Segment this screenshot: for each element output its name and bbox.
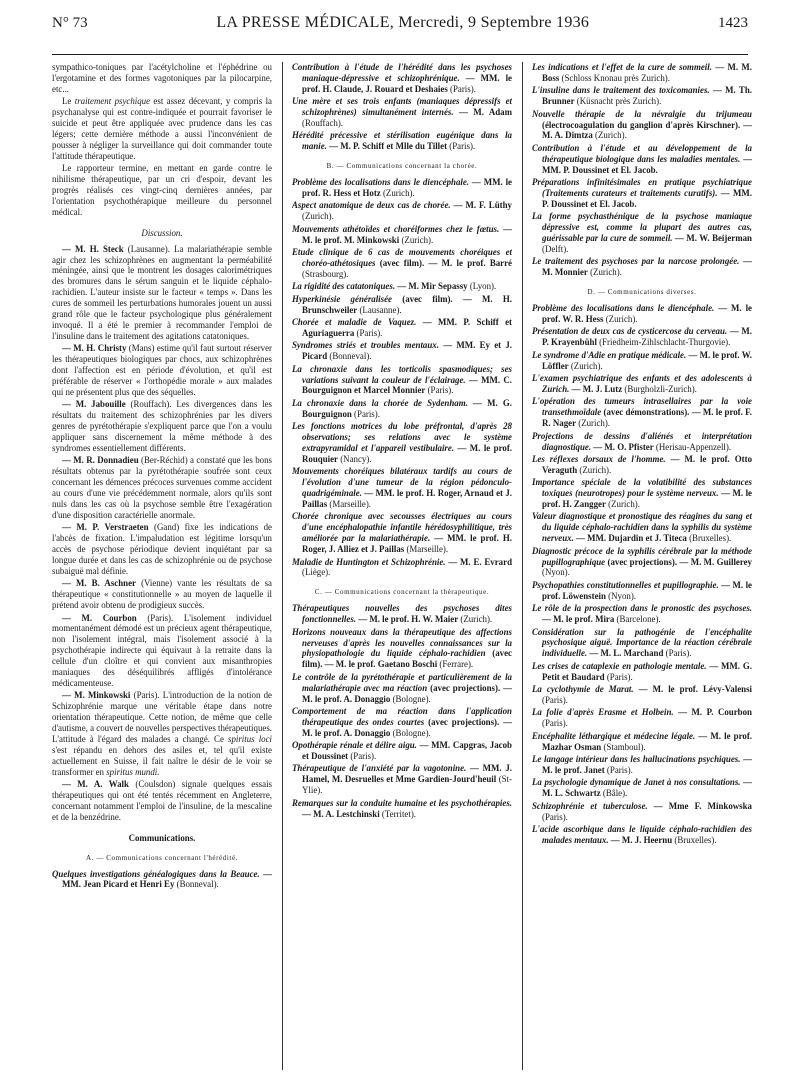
speaker-name: — M. Minkowski	[62, 690, 131, 701]
entry-title: Comportement de ma réaction dans l'application thérapeutique des ondes courtes	[292, 705, 512, 727]
column-3	[532, 62, 752, 1070]
entry-authors: (avec projections). — M. le prof. A. Donaggio	[302, 682, 512, 704]
entry-place: (Delft).	[542, 244, 569, 254]
entry-place: (Barcelone).	[614, 614, 661, 625]
discussion-heading: Discussion.	[141, 227, 183, 238]
entry-authors: — M. le prof. W. R. Hess	[542, 303, 752, 325]
entry-text: (Paris). L'introduction de la notion de Schizophrénie marque une véritable étape dans notre orientation thérapeutique. Cette notion, de même que celle d'autisme, a couvert de nouvelles perspectives thérapeutiques. L'attitude à l'égard des malades a changé. Ce	[52, 690, 272, 744]
emphasis: traitement psychique	[74, 96, 151, 107]
entry-text: (Coulsdon) signale quelques essais thérapeutiques qui ont été tentés récemment en Angleterre, concernant notamment l'emploi de l'insuline, de la mescaline et de la benzédrine.	[52, 779, 272, 822]
entry-title: Contribution à l'étude et au développement de la thérapeutique biologique dans les maladies mentales.	[532, 142, 752, 164]
entry-title: Importance spéciale de la volatibilité des substances toxiques (neurotropes) pour le système nerveux.	[532, 477, 752, 499]
entry-place: (Marseille).	[327, 499, 372, 510]
communication-entry	[532, 546, 752, 579]
entry-place: (Stamboul).	[601, 741, 646, 752]
emphasis: spiritus loci	[227, 733, 272, 744]
communication-entry	[292, 62, 512, 95]
entry-place: (Ferrare).	[437, 659, 474, 670]
entry-title: Problème des localisations dans le diencéphale.	[532, 303, 715, 314]
communication-entry	[532, 801, 752, 823]
communication-entry	[532, 303, 752, 325]
entry-title: La psychologie dynamique de Janet à nos consultations.	[532, 777, 741, 788]
entry-title: Diagnostic précoce de la syphilis cérébrale par la méthode pupillographique	[532, 545, 752, 567]
issue-number: N° 73	[52, 15, 88, 31]
entry-title: Thérapeutique de l'anxiété par la vagotonine.	[292, 763, 467, 774]
column-divider	[282, 62, 283, 1070]
entry-title: Nouvelle thérapie de la névralgie du trijumeau	[532, 108, 752, 119]
entry-authors: — MM. P. Schiff et Aguriaguerra	[302, 317, 512, 338]
entry-title: La chronaxie dans les torticolis spasmodiques; ses variations suivant la couleur de l'éclairage.	[292, 363, 512, 385]
entry-title: Le rôle de la prospection dans le pronostic des psychoses.	[532, 603, 752, 614]
communication-entry	[292, 294, 512, 316]
entry-authors: — M. le prof. Janet	[542, 753, 752, 775]
communication-entry	[532, 454, 752, 476]
entry-authors: — MM. J. Hamel, M. Desruelles et Mme Gardien-Jourd'heuil	[302, 763, 512, 785]
entry-title: La forme psychasthénique de la psychose maniaque dépressive est, comme la plupart des autres cas, guérissable par la cure de sommeil.	[532, 211, 752, 244]
entry-title: Les réflexes dorsaux de l'homme.	[532, 453, 666, 464]
communication-entry	[292, 603, 512, 625]
communication-entry	[52, 869, 272, 891]
communication-entry	[292, 706, 512, 739]
entry-place: (Bologne).	[390, 693, 431, 704]
entry-title: Projections de dessins d'aliénés et interprétation diagnostique.	[532, 430, 752, 452]
entry-place: (Schloss Knonau près Zurich).	[559, 72, 670, 83]
communication-entry	[532, 326, 752, 348]
communication-entry	[532, 661, 752, 683]
entry-authors: — M. W. Beijerman	[672, 233, 752, 244]
discussion-entry	[52, 578, 272, 611]
communication-entry	[532, 177, 752, 210]
communication-entry	[292, 627, 512, 671]
entry-title: Etude clinique de 6 cas de mouvements choréiques et choréo-athétosiques	[292, 247, 512, 268]
entry-authors: — M. le prof. Otto Veraguth	[542, 453, 752, 475]
entry-place: (Küsnacht près Zurich).	[574, 96, 662, 107]
communication-entry	[532, 707, 752, 729]
communication-entry	[292, 798, 512, 820]
entry-authors: — M. E. Evrard	[445, 556, 512, 567]
entry-title: Mouvements choréiques bilatéraux tardifs au cours de l'évolution d'une tumeur de la région pédonculo-quadrigéminale.	[292, 466, 512, 499]
entry-place: (Paris).	[542, 694, 568, 705]
entry-title: Le syndrome d'Adie en pratique médicale.	[532, 349, 687, 360]
entry-place: (Paris).	[604, 764, 633, 775]
entry-place: (Zurich).	[577, 464, 612, 475]
entry-title: Chorée chronique avec secousses électriques au cours d'une encéphalopathie infantile hérédosyphilitique, très améliorée par la malariathérapie.	[292, 511, 512, 544]
entry-title: Mouvements athétoïdes et choréiformes chez le fœtus.	[292, 223, 500, 234]
entry-place: (Paris).	[447, 83, 476, 94]
entry-title: Aspect anatomique de deux cas de chorée.	[292, 200, 451, 211]
entry-title: L'insuline dans le traitement des toxicomanies.	[532, 85, 710, 96]
entry-authors: (électrocoagulation du ganglion d'après Kirschner). — M. A. Dimtza	[542, 119, 752, 141]
entry-authors: — M. le prof. H. W. Maier	[356, 614, 459, 625]
communication-entry	[532, 777, 752, 799]
entry-title: La folie d'après Erasme et Holbein.	[532, 707, 674, 718]
entry-place: (Paris).	[604, 671, 633, 682]
discussion-entry	[52, 779, 272, 823]
communication-entry	[532, 684, 752, 706]
section-c-heading: C. — Communications concernant la thérapeutique.	[314, 588, 490, 597]
communication-entry	[532, 350, 752, 372]
entry-place: (Paris).	[542, 811, 568, 822]
entry-place: (Herisau-Appenzell).	[653, 441, 732, 452]
communication-entry	[292, 281, 512, 292]
communication-entry	[532, 143, 752, 176]
entry-authors: — MM. P. Doussinet et El. Jacob.	[542, 153, 752, 175]
entry-authors: — MM. Ey et J. Picard	[302, 340, 512, 362]
communication-entry	[292, 364, 512, 397]
entry-place: (Bâle).	[600, 788, 628, 799]
entry-authors: — Mme F. Minkowska	[647, 800, 752, 811]
entry-place: (Bruxelles).	[672, 834, 717, 845]
entry-title: L'opération des tumeurs intrasellaires par la voie transethmoïdale	[532, 396, 752, 418]
communications-heading: Communications.	[128, 832, 196, 843]
entry-text: (Lausanne). La malariathérapie semble agir chez les schizophrènes en augmentant la perméabilité méningée, ainsi que le montrent les dosages calorimétriques des bromures dans le sérum sanguin et le liquide céphalo-rachidien. L'auteur insiste sur le facteur « temps ». Dans les cures de sommeil les perturbations humorales jouent un aussi grand rôle que le facteur psychologique plus généralement invoqué. Il a été le premier à recommander l'emploi de l'insuline dans le traitement des agitations catatoniques.	[52, 243, 272, 341]
paragraph: Le rapporteur termine, en mettant en garde contre le nihilisme thérapeutique, par un cri d'espoir, devant les progrès réalisés ces vingt-cinq dernières années, par l'orientation psychothérapique meilleure du personnel médical.	[52, 163, 272, 217]
entry-authors: — M. le prof. W. Löffler	[542, 349, 752, 371]
entry-title: Schizophrénie et tuberculose.	[532, 800, 648, 811]
communication-entry	[292, 398, 512, 420]
entry-title: Préparations infinitésimales en pratique psychiatrique (Traitements curateurs et traitements curatifs).	[532, 177, 752, 198]
entry-text: (Gand) fixe les indications de l'abcès de fixation. L'impaludation est légitime lorsqu'un accès de psychose périodique devient inquiétant par sa longue durée et dans les cas de schizophrénie ou de psychose subaiguë mal définie.	[52, 522, 272, 576]
entry-title: Psychopathies constitutionnelles et pupillographie.	[532, 579, 719, 590]
entry-title: Présentation de deux cas de cysticercose du cerveau.	[532, 326, 728, 337]
page-header	[52, 14, 748, 55]
communication-entry	[292, 672, 512, 705]
entry-place: (Zurich).	[592, 130, 627, 141]
entry-authors: — M. A. Lestchinski	[302, 808, 380, 819]
entry-title: Le langage intérieur dans les hallucinations psychiques.	[532, 753, 741, 764]
entry-place: (Bonneval).	[327, 351, 372, 362]
entry-authors: — M. le prof. Mazhar Osman	[542, 730, 752, 752]
speaker-name: — M. Jabouille	[62, 399, 126, 410]
entry-title: Quelques investigations généalogiques dans la Beauce.	[52, 868, 260, 879]
discussion-entry	[52, 399, 272, 454]
entry-authors: — MM. le prof. H. Roger, J. Alliez et J. Paillas	[302, 533, 512, 555]
entry-authors: — M. J. Lutz	[569, 383, 623, 394]
entry-place: (Lausanne).	[357, 304, 402, 315]
entry-title: Une mère et ses trois enfants (maniaques dépressifs et schizophrènes) simultanément internés.	[292, 96, 512, 118]
paragraph	[52, 96, 272, 161]
entry-place: (Paris).	[348, 751, 377, 762]
entry-authors: — M. P. Schiff et Mlle du Tillet	[326, 141, 448, 152]
communication-entry	[532, 627, 752, 660]
entry-authors: — M. le prof. H. Zangger	[542, 488, 752, 510]
entry-text: (Ber-Réchid) a constaté que les bons résultats obtenus par la pyrétothérapie soufrée sont ceux concernant les démences précoces survenues comme accident au cours d'une vie précédemment normale, alors qu'ils sont nuls dans les cas où la psychose semble être l'exagération d'une disposition caractérielle anormale.	[52, 455, 272, 520]
entry-title: Maladie de Huntington et Schizophrénie.	[292, 556, 446, 567]
entry-text: (Mans) estime qu'il faut surtout réserver les thérapeutiques biologiques par chocs, aux schizophrènes dont l'affection est en période d'évolution, et qu'il est préférable de réserver « l'orthopédie morale » aux malades qui ne présentent plus que des séquelles.	[52, 343, 272, 397]
entry-authors: — M. le prof. Löwenstein	[542, 579, 752, 601]
entry-place: (Zurich).	[380, 188, 415, 199]
entry-title: Le traitement des psychoses par la narcose prolongée.	[532, 256, 740, 267]
entry-place: (Zurich).	[576, 418, 611, 429]
communication-entry	[292, 96, 512, 129]
entry-place: (Paris).	[663, 648, 692, 659]
communication-entry	[532, 754, 752, 776]
entry-authors: — M. J. Heernu	[608, 834, 673, 845]
section-b-heading: B. — Communications concernant la chorée.	[326, 162, 478, 171]
entry-authors: (avec projections). — M. M. Guillerey	[605, 556, 752, 567]
entry-place: (Paris).	[425, 385, 454, 396]
entry-title: Chorée et maladie de Vaquez.	[292, 317, 417, 328]
communication-entry	[292, 317, 512, 339]
communication-entry	[292, 763, 512, 796]
entry-place: (Zurich).	[399, 234, 434, 245]
text-columns	[52, 62, 752, 1070]
entry-authors: — M. P. Courbon	[673, 707, 752, 718]
communication-entry	[292, 740, 512, 762]
entry-place: (Zurich).	[587, 267, 622, 278]
entry-title: Les indications et l'effet de la cure de sommeil.	[532, 62, 712, 72]
discussion-entry	[52, 244, 272, 342]
entry-authors: — M. Monnier	[542, 256, 752, 278]
entry-place: (Zurich).	[302, 211, 334, 222]
entry-authors: (avec projections). — M. le prof. A. Donaggio	[302, 716, 512, 738]
entry-authors: (avec film). — M. H. Brunschweiler	[302, 293, 512, 315]
entry-authors: — M. le prof. M. Minkowski	[302, 223, 512, 245]
entry-authors: — M. L. Schwartz	[542, 777, 752, 799]
entry-place: (Rouffach).	[302, 118, 343, 129]
entry-authors: — M. M. Boss	[542, 62, 752, 83]
entry-title: Valeur diagnostique et pronostique des réagines du sang et du liquide céphalo-rachidien dans la syphilis du système nerveux.	[532, 511, 752, 544]
entry-authors: — M. le prof. Lévy-Valensi	[633, 684, 752, 695]
entry-authors: — MM. Capgras, Jacob et Doussinet	[302, 740, 512, 762]
entry-authors: — M. le prof. Mira	[542, 614, 615, 625]
entry-title: Opothérapie rénale et délire aigu.	[292, 740, 417, 751]
entry-title: Le contrôle de la pyrétothérapie et particulièrement de la malariathérapie avec ma réaction	[292, 671, 512, 693]
entry-title: Thérapeutiques nouvelles des psychoses dites fonctionnelles.	[292, 603, 512, 625]
entry-place: (Nyon).	[542, 567, 570, 578]
entry-title: Les crises de cataplexie en pathologie mentale.	[532, 660, 707, 671]
entry-place: (Bologne).	[390, 727, 431, 738]
entry-authors: — MM. le prof. H. Roger, Arnaud et J. Paillas	[302, 488, 512, 510]
entry-place: (Nancy).	[338, 453, 372, 464]
entry-authors: — M. G. Bourguignon	[302, 397, 512, 419]
communication-entry	[532, 256, 752, 278]
entry-title: L'examen psychiatrique des enfants et des adolescents à Zurich.	[532, 373, 752, 394]
entry-title: La rigidité des catatoniques.	[292, 281, 396, 292]
entry-title: Syndromes striés et troubles mentaux.	[292, 340, 439, 351]
communication-entry	[292, 340, 512, 362]
entry-place: (Paris).	[354, 327, 383, 338]
communication-entry	[292, 421, 512, 465]
entry-place: (Zurich).	[458, 614, 493, 625]
entry-authors: — MM. Dujardin et J. Titeca	[573, 533, 687, 544]
entry-place: (Paris).	[447, 141, 476, 152]
section-a-heading: A. — Communications concernant l'hérédité.	[85, 853, 239, 862]
communication-entry	[532, 603, 752, 625]
entry-authors: — MM. le prof. R. Hess et Hotz	[302, 177, 512, 199]
entry-authors: (avec film). — M. le prof. Barré	[375, 258, 512, 268]
entry-title: Remarques sur la conduite humaine et les psychothérapies.	[292, 797, 512, 808]
entry-place: (Bruxelles).	[686, 533, 732, 544]
entry-title: Hyperkinésie généralisée	[292, 293, 392, 304]
column-2	[292, 62, 512, 1070]
speaker-name: — M. P. Verstraeten	[62, 522, 149, 533]
communication-entry	[292, 557, 512, 579]
entry-text: s'est répandu en dehors des asiles et, tel qu'il existe actuellement en Suisse, il fait naître le désir de le voir se transformer en	[52, 744, 272, 777]
entry-authors: — MM. G. Petit et Baudard	[542, 660, 752, 682]
speaker-name: — M. B. Aschner	[62, 578, 136, 589]
entry-place: (Paris).	[351, 408, 380, 419]
entry-title: Hérédité précessive et stérilisation eugénique dans la manie.	[292, 130, 512, 152]
entry-authors: — M. Adam	[453, 107, 512, 118]
entry-authors: — M. F. Lüthy	[450, 200, 512, 211]
communication-entry	[532, 431, 752, 453]
entry-place: (Liège).	[302, 567, 331, 578]
entry-place: (Paris).	[542, 718, 568, 729]
communication-entry	[292, 177, 512, 199]
communication-entry	[532, 580, 752, 602]
speaker-name: — M. Courbon	[62, 612, 137, 623]
communication-entry	[532, 396, 752, 429]
entry-place: (Friedheim-Zihlschlacht-Thurgovie).	[596, 337, 731, 348]
entry-title: Considération sur la pathogénie de l'encéphalite psychosique aiguë. Importance de la réaction cérébrale individuelle.	[532, 626, 752, 659]
entry-place: (Zurich).	[605, 499, 640, 510]
column-divider	[522, 62, 523, 1070]
discussion-entry	[52, 455, 272, 520]
entry-title: La cyclothymie de Marat.	[532, 684, 634, 695]
entry-place: (Strasbourg).	[302, 268, 349, 279]
entry-place: (Zurich).	[603, 314, 638, 325]
entry-title: La chronaxie dans la chorée de Sydenham.	[292, 397, 468, 408]
entry-place: (Territet).	[379, 808, 417, 819]
communication-entry	[532, 731, 752, 753]
entry-text: (Paris). L'isolement individuel momentanément démodé est un précieux agent thérapeutique, non l'isolement intégral, mais l'isolement associé à la psychothérapie indirecte qui équivaut à la retraite dans la cellule d'un cloître et qui convient aux misanthropies maniaques des déséquilibrés affligés d'intolérance médicamenteuse.	[52, 612, 272, 688]
entry-place: (Nyon).	[605, 590, 637, 601]
entry-authors: — M. Th. Brunner	[542, 85, 752, 107]
entry-authors: — M. Mir Sepassy	[395, 281, 468, 292]
communication-entry	[532, 62, 752, 84]
communication-entry	[532, 373, 752, 395]
speaker-name: — M. H. Steck	[62, 243, 124, 254]
journal-title: LA PRESSE MÉDICALE, Mercredi, 9 Septembre 1936	[216, 14, 590, 31]
speaker-name: — M. R. Donnadieu	[62, 455, 139, 466]
communication-entry	[532, 85, 752, 107]
communication-entry	[292, 200, 512, 222]
entry-title: Encéphalite léthargique et médecine légale.	[532, 730, 696, 741]
entry-authors: — M. P. Krayenbühl	[542, 326, 752, 348]
emphasis: spiritus mundi.	[106, 766, 160, 777]
communication-entry	[532, 109, 752, 142]
entry-place: (Lyon).	[467, 281, 497, 292]
communication-entry	[532, 511, 752, 544]
entry-authors: — MM. P. Doussinet et El. Jacob.	[542, 187, 752, 209]
entry-authors: (avec film). — M. le prof. Gaetano Boschi	[302, 648, 512, 670]
entry-title: Contribution à l'étude de l'hérédité dans les psychoses maniaque-dépressive et schizophrénique.	[292, 62, 512, 83]
text: Le	[62, 96, 75, 107]
entry-place: (Zurich).	[568, 360, 603, 371]
communication-entry	[292, 511, 512, 555]
entry-authors: — MM. Jean Picard et Henri Ey	[62, 868, 272, 890]
speaker-name: — M. H. Christy	[62, 343, 127, 354]
discussion-entry	[52, 613, 272, 689]
communication-entry	[292, 130, 512, 152]
communication-entry	[532, 477, 752, 510]
entry-authors: — MM. C. Bourguignon et Marcel Monnier	[302, 374, 512, 396]
discussion-entry	[52, 343, 272, 398]
column-1	[52, 62, 272, 1070]
entry-authors: — MM. le prof. H. Claude, J. Rouard et Deshaies	[302, 72, 512, 94]
entry-authors: — M. L. Marchand	[587, 648, 664, 659]
entry-text: (Rouffach). Les divergences dans les résultats du traitement des schizophrénies par les divers genres de pyrétothérapie s'expliquent parce que l'on a voulu appliquer sans discernement la même méthode à des syndromes essentiellement différents.	[52, 399, 272, 453]
entry-authors: — M. le prof. Rouquier	[302, 443, 512, 464]
entry-place: (Burgholzli-Zurich).	[622, 383, 697, 394]
entry-place: (St-Ylie).	[302, 774, 512, 796]
entry-place: (Marseille).	[404, 544, 449, 555]
communication-entry	[292, 466, 512, 510]
section-d-heading: D. — Communications diverses.	[587, 288, 697, 297]
communication-entry	[292, 247, 512, 280]
paragraph: sympathico-toniques par l'acétylcholine et l'éphédrine ou l'ergotamine et des formes vagotoniques par la pilocarpine, etc...	[52, 62, 272, 94]
communication-entry	[532, 824, 752, 846]
entry-authors: — M. O. Pfister	[591, 441, 654, 452]
communication-entry	[532, 211, 752, 255]
entry-title: L'acide ascorbique dans le liquide céphalo-rachidien des malades mentaux.	[532, 823, 752, 845]
page-number: 1423	[718, 15, 748, 31]
entry-place: (Bonneval).	[174, 879, 219, 890]
communication-entry	[292, 224, 512, 246]
discussion-entry	[52, 690, 272, 777]
entry-title: Problème des localisations dans le diencéphale.	[292, 177, 470, 188]
entry-authors: (avec démonstrations). — M. le prof. F. R. Nager	[542, 407, 752, 429]
entry-title: Horizons nouveaux dans la thérapeutique des affections nerveuses d'après les nouvelles connaissances sur la physiopathologie du liquide céphalo-rachidien	[292, 626, 512, 659]
speaker-name: — M. A. Walk	[62, 779, 129, 790]
entry-text: (Vienne) vante les résultats de sa thérapeutique « constitutionnelle » au moyen de laquelle il prétend avoir obtenu de prodigieux succès.	[52, 578, 272, 611]
text: est assez décevant, y compris la psychanalyse qui est contre-indiquée et pourrait favoriser le suicide et peut être appliquée avec prudence dans les cas légers; cette dernière méthode a aussi l'inconvénient de pousser à négliger la surveillance qui doit commander toute l'attitude thérapeutique.	[52, 96, 272, 161]
entry-title: Les fonctions motrices du lobe préfrontal, d'après 28 observations; ses relations avec le système extrapyramidal et l'appareil vestibulaire.	[292, 421, 512, 453]
discussion-entry	[52, 522, 272, 577]
